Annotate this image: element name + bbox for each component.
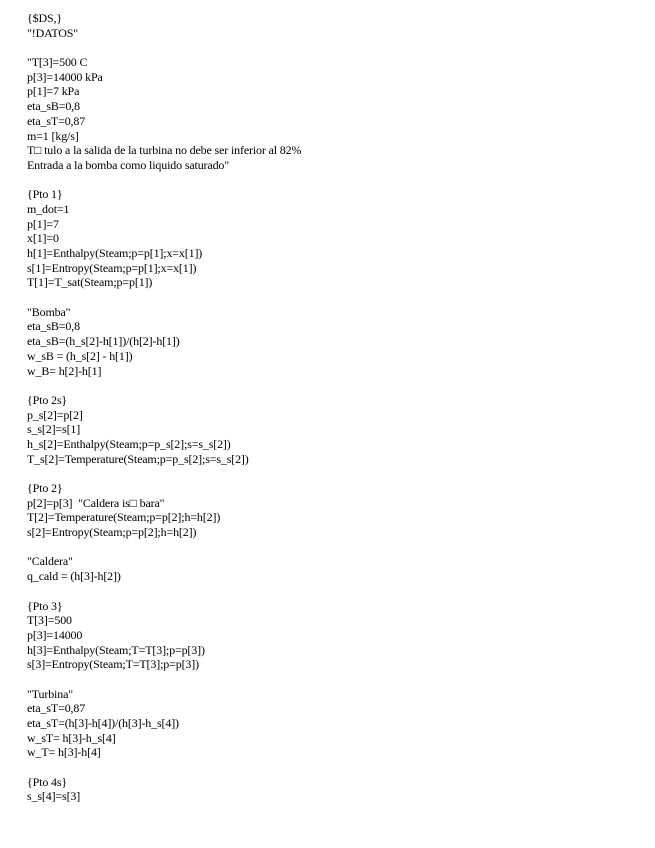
code-line: "Bomba" [27,304,71,319]
code-line: eta_sB=0,8 [27,99,80,114]
code-line: T[2]=Temperature(Steam;p=p[2];h=h[2]) [27,510,221,525]
code-line: "Caldera" [27,554,73,569]
code-line: p[3]=14000 [27,627,83,642]
equation-document [27,11,627,804]
code-line: s[1]=Entropy(Steam;p=p[1];x=x[1]) [27,260,197,275]
code-line: m_dot=1 [27,201,70,216]
code-block [27,554,627,583]
code-line: eta_sT=0,87 [27,701,86,716]
blank-line [27,540,627,555]
code-line: w_sB = (h_s[2] - h[1]) [27,348,133,363]
blank-line [27,584,627,599]
code-line: Entrada a la bomba como liquido saturado" [27,157,230,172]
code-line: {Pto 4s} [27,774,67,789]
code-block [27,687,627,760]
code-line: w_T= h[3]-h[4] [27,745,101,760]
code-line: p[1]=7 kPa [27,84,80,99]
code-block [27,481,627,540]
code-line: p[1]=7 [27,216,59,231]
code-block [27,775,627,804]
code-block [27,187,627,290]
code-block [27,55,627,173]
blank-line [27,760,627,775]
code-line: "T[3]=500 C [27,55,88,70]
code-line: T_s[2]=Temperature(Steam;p=p_s[2];s=s_s[2]) [27,451,249,466]
code-line: p_s[2]=p[2] [27,407,83,422]
code-block [27,393,627,466]
code-block [27,305,627,378]
code-line: {$DS,} [27,11,62,25]
code-line: p[2]=p[3] "Caldera is□ bara" [27,495,165,510]
code-line: x[1]=0 [27,231,59,246]
code-line: s_s[4]=s[3] [27,789,81,804]
code-line: eta_sT=(h[3]-h[4])/(h[3]-h_s[4]) [27,716,179,730]
code-line: T[3]=500 [27,613,72,628]
code-line: s[2]=Entropy(Steam;p=p[2];h=h[2]) [27,525,197,540]
blank-line [27,173,627,188]
code-line: s_s[2]=s[1] [27,422,81,437]
code-line: eta_sB=(h_s[2]-h[1])/(h[2]-h[1]) [27,334,180,349]
code-block [27,11,627,40]
code-line: "Turbina" [27,686,74,701]
code-line: {Pto 2s} [27,392,67,407]
code-line: eta_sT=0,87 [27,113,86,128]
code-line: eta_sB=0,8 [27,319,80,334]
code-line: T[1]=T_sat(Steam;p=p[1]) [27,275,153,290]
code-line: {Pto 3} [27,598,63,613]
blank-line [27,290,627,305]
code-line: w_sT= h[3]-h_s[4] [27,730,116,745]
code-line: h_s[2]=Enthalpy(Steam;p=p_s[2];s=s_s[2]) [27,436,231,451]
blank-line [27,378,627,393]
code-line: s[3]=Entropy(Steam;T=T[3];p=p[3]) [27,657,199,672]
blank-line [27,40,627,55]
blank-line [27,466,627,481]
code-line: h[1]=Enthalpy(Steam;p=p[1];x=x[1]) [27,246,203,260]
code-line: T□ tulo a la salida de la turbina no debe ser inferior al 82% [27,143,302,158]
code-line: "!DATOS" [27,25,79,40]
code-line: {Pto 2} [27,481,63,495]
code-line: m=1 [kg/s] [27,128,79,143]
code-line: w_B= h[2]-h[1] [27,363,102,378]
code-block [27,599,627,672]
blank-line [27,672,627,687]
code-line: q_cald = (h[3]-h[2]) [27,569,121,584]
code-line: {Pto 1} [27,187,63,202]
code-line: p[3]=14000 kPa [27,69,103,84]
code-line: h[3]=Enthalpy(Steam;T=T[3];p=p[3]) [27,642,205,657]
